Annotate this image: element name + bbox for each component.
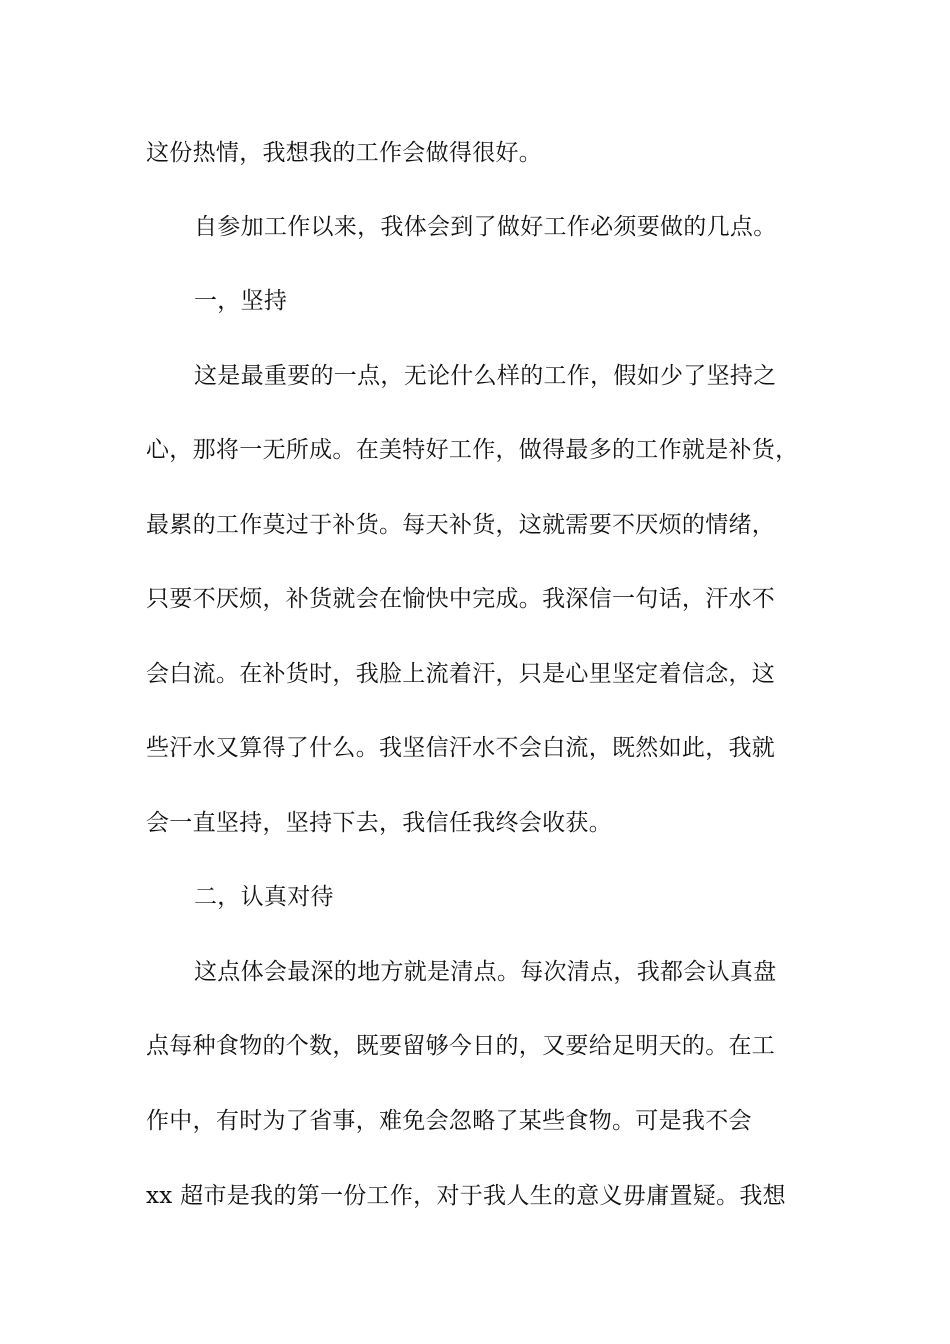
paragraph-line: 这是最重要的一点，无论什么样的工作，假如少了坚持之: [194, 363, 777, 389]
text-line: 些汗水又算得了什么。我坚信汗水不会白流，既然如此，我就: [146, 735, 776, 761]
text-line: 作中，有时为了省事，难免会忽略了某些食物。可是我不会: [146, 1108, 752, 1134]
text-line: 会一直坚持，坚持下去，我信任我终会收获。: [146, 810, 612, 836]
text-line: 这份热情，我想我的工作会做得很好。: [146, 140, 543, 166]
paragraph-line: 自参加工作以来，我体会到了做好工作必须要做的几点。: [194, 214, 777, 240]
text-line: 会白流。在补货时，我脸上流着汗，只是心里坚定着信念，这: [146, 661, 776, 687]
text-line: xx 超市是我的第一份工作，对于我人生的意义毋庸置疑。我想: [146, 1183, 786, 1209]
section-heading: 一，坚持: [194, 288, 288, 314]
text-line: 最累的工作莫过于补货。每天补货，这就需要不厌烦的情绪，: [146, 512, 776, 538]
section-heading: 二，认真对待: [194, 884, 334, 910]
paragraph-line: 这点体会最深的地方就是清点。每次清点，我都会认真盘: [194, 959, 777, 985]
text-line: 只要不厌烦，补货就会在愉快中完成。我深信一句话，汗水不: [146, 586, 776, 612]
text-line: 心，那将一无所成。在美特好工作，做得最多的工作就是补货，: [146, 437, 799, 463]
text-line: 点每种食物的个数，既要留够今日的，又要给足明天的。在工: [146, 1033, 776, 1059]
